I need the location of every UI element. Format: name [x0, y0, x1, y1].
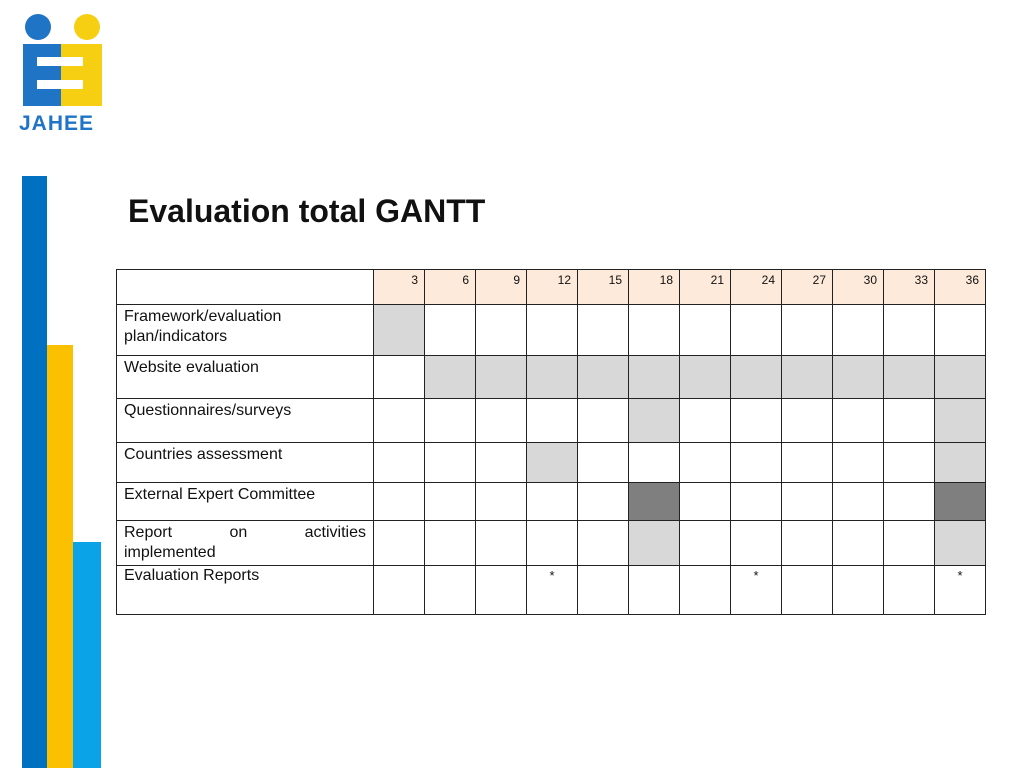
gantt-cell-milestone	[629, 483, 680, 521]
gantt-row-website	[117, 356, 986, 399]
logo-blue-block	[23, 44, 61, 106]
task-label: External Expert Committee	[117, 483, 374, 521]
gantt-cell-active	[578, 356, 629, 399]
gantt-cell-active	[884, 356, 935, 399]
header-blank-cell	[117, 270, 374, 305]
gantt-cell-active	[680, 356, 731, 399]
month-header: 6	[425, 270, 476, 305]
logo-blue-dot	[25, 14, 51, 40]
month-header: 12	[527, 270, 578, 305]
month-header: 3	[374, 270, 425, 305]
gantt-row-evaluation-reports	[117, 566, 986, 615]
month-header: 24	[731, 270, 782, 305]
gantt-cell-active	[527, 356, 578, 399]
gantt-cell-active	[731, 356, 782, 399]
month-header: 27	[782, 270, 833, 305]
task-label-line: implemented	[124, 544, 216, 561]
gantt-cell-active	[629, 521, 680, 566]
yellow-stripe	[47, 345, 73, 768]
logo-yellow-dot	[74, 14, 100, 40]
task-label	[117, 521, 374, 566]
task-label: Evaluation Reports	[117, 566, 374, 615]
gantt-row-framework	[117, 305, 986, 356]
gantt-cell-active	[527, 443, 578, 483]
month-header: 36	[935, 270, 986, 305]
logo-yellow-block	[61, 44, 102, 106]
month-header: 21	[680, 270, 731, 305]
gantt-cell-active	[833, 356, 884, 399]
gantt-row-report	[117, 521, 986, 566]
gantt-row-expert-committee	[117, 483, 986, 521]
gantt-cell-milestone	[935, 483, 986, 521]
logo-wordmark: JAHEE	[19, 112, 95, 135]
month-header: 18	[629, 270, 680, 305]
gantt-cell-active	[374, 305, 425, 356]
month-header: 15	[578, 270, 629, 305]
report-marker: *	[527, 566, 578, 615]
task-label: Website evaluation	[117, 356, 374, 399]
task-label-line: Report on activities	[124, 524, 366, 541]
report-marker: *	[935, 566, 986, 615]
gantt-cell-active	[935, 356, 986, 399]
gantt-cell-active	[425, 356, 476, 399]
light-blue-stripe	[73, 542, 101, 768]
jahee-logo	[18, 12, 108, 137]
task-label: Countries assessment	[117, 443, 374, 483]
month-header: 9	[476, 270, 527, 305]
report-marker: *	[731, 566, 782, 615]
gantt-row-questionnaires	[117, 399, 986, 443]
task-label: Questionnaires/surveys	[117, 399, 374, 443]
gantt-cell-active	[935, 443, 986, 483]
gantt-cell-active	[629, 399, 680, 443]
slide-title: Evaluation total GANTT	[128, 193, 486, 229]
gantt-row-countries	[117, 443, 986, 483]
blue-stripe	[22, 176, 47, 768]
gantt-cell-active	[476, 356, 527, 399]
gantt-cell-active	[935, 521, 986, 566]
month-header: 33	[884, 270, 935, 305]
gantt-cell-active	[782, 356, 833, 399]
task-label: Framework/evaluation plan/indicators	[117, 305, 374, 356]
gantt-table	[116, 269, 986, 615]
gantt-cell-active	[629, 356, 680, 399]
gantt-header-row	[117, 270, 986, 305]
gantt-cell-active	[935, 399, 986, 443]
month-header: 30	[833, 270, 884, 305]
